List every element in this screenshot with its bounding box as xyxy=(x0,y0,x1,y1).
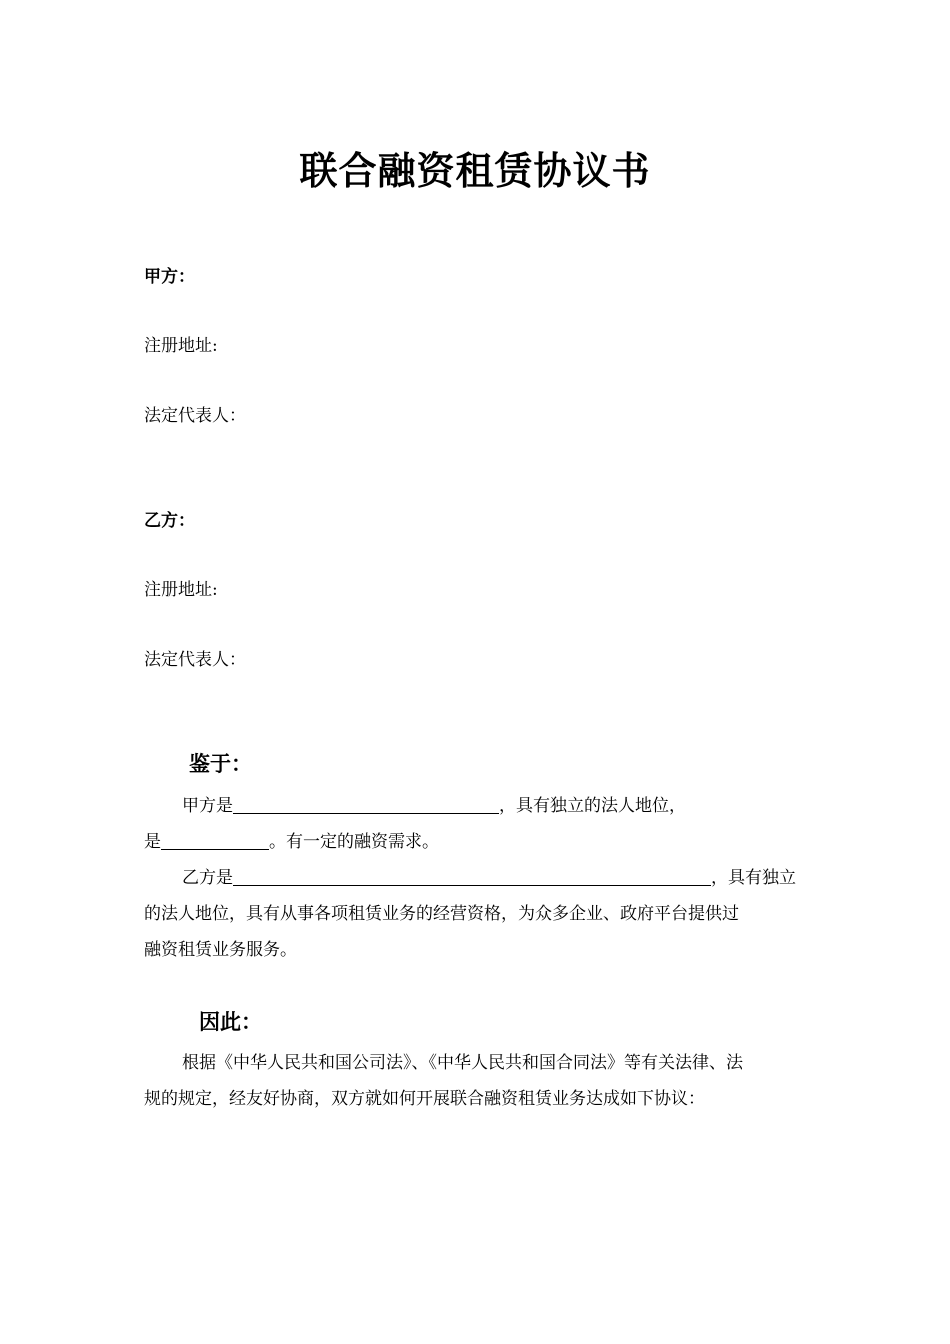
party-a-address-label: 注册地址: xyxy=(144,336,218,356)
party-a-name-blank xyxy=(233,795,499,814)
party-b-representative-label: 法定代表人： xyxy=(144,650,246,670)
party-a-representative-label: 法定代表人： xyxy=(144,406,246,426)
whereas-party-a-line xyxy=(182,791,686,816)
therefore-line-2: 规的规定，经友好协商，双方就如何开展联合融资租赁业务达成如下协议： xyxy=(144,1089,705,1109)
whereas-heading: 鉴于： xyxy=(189,752,252,776)
document-title: 联合融资租赁协议书 xyxy=(299,149,651,193)
whereas-party-b-line xyxy=(182,863,796,888)
whereas-party-a-line-2 xyxy=(144,827,439,852)
party-a-label: 甲方： xyxy=(144,267,195,287)
whereas-party-b-prefix: 乙方是 xyxy=(182,868,233,888)
therefore-line-1: 根据《中华人民共和国公司法》、《中华人民共和国合同法》等有关法律、法 xyxy=(182,1053,743,1073)
whereas-party-a-prefix: 甲方是 xyxy=(182,796,233,816)
party-a-type-blank xyxy=(161,831,269,850)
whereas-party-a-suffix: ，具有独立的法人地位， xyxy=(499,796,686,816)
whereas-party-b-line-2: 的法人地位，具有从事各项租赁业务的经营资格，为众多企业、政府平台提供过 xyxy=(144,904,739,924)
whereas-party-b-suffix: ，具有独立 xyxy=(711,868,796,888)
whereas-party-a2-suffix: 。有一定的融资需求。 xyxy=(269,832,439,852)
party-b-address-label: 注册地址: xyxy=(144,580,218,600)
whereas-party-a2-prefix: 是 xyxy=(144,832,161,852)
whereas-party-b-line-3: 融资租赁业务服务。 xyxy=(144,940,297,960)
therefore-heading: 因此： xyxy=(199,1010,262,1034)
party-b-name-blank xyxy=(233,867,711,886)
party-b-label: 乙方： xyxy=(144,511,195,531)
